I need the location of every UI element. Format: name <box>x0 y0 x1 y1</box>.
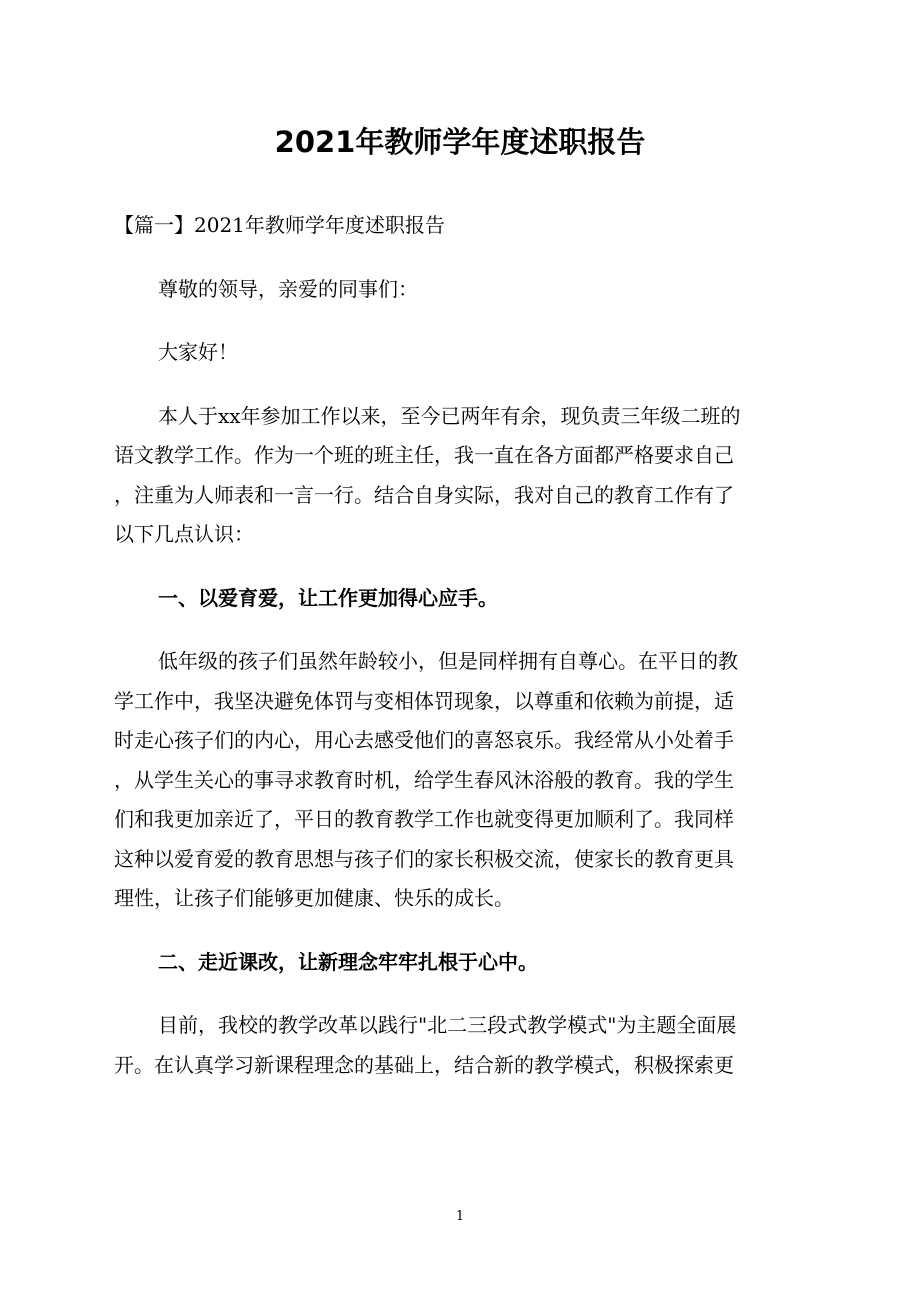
paragraph-2 <box>114 1006 786 1085</box>
paragraph-line: 低年级的孩子们虽然年龄较小，但是同样拥有自尊心。在平日的教 <box>158 649 738 673</box>
paragraph-line: ，注重为人师表和一言一行。结合自身实际，我对自己的教育工作有了 <box>114 482 734 507</box>
document-title: 2021年教师学年度述职报告 <box>274 125 646 159</box>
paragraph-line: 时走心孩子们的内心，用心去感受他们的喜怒哀乐。我经常从小处着手 <box>114 728 734 752</box>
intro-paragraph <box>114 397 786 555</box>
paragraph-line: 开。在认真学习新课程理念的基础上，结合新的教学模式，积极探索更 <box>114 1052 734 1077</box>
page-number: 1 <box>455 1209 465 1224</box>
paragraph-line: 以下几点认识： <box>114 522 254 546</box>
paragraph-line: 理性，让孩子们能够更加健康、快乐的成长。 <box>114 886 514 910</box>
paragraph-line: 本人于xx年参加工作以来，至今已两年有余，现负责三年级二班的 <box>158 403 741 428</box>
salutation: 尊敬的领导，亲爱的同事们： <box>158 276 418 301</box>
paragraph-line: 这种以爱育爱的教育思想与孩子们的家长积极交流，使家长的教育更具 <box>114 846 734 871</box>
paragraph-line: 语文教学工作。作为一个班的班主任，我一直在各方面都严格要求自己 <box>114 443 734 467</box>
document-body <box>114 206 786 1085</box>
greeting: 大家好！ <box>158 340 238 364</box>
section-label: 【篇一】2021年教师学年度述职报告 <box>114 213 445 237</box>
section-heading-2: 二、走近课改，让新理念牢牢扎根于心中。 <box>158 949 538 974</box>
paragraph-line: 们和我更加亲近了，平日的教育教学工作也就变得更加顺利了。我同样 <box>114 807 734 831</box>
paragraph-line: 目前，我校的教学改革以践行"北二三段式教学模式"为主题全面展 <box>158 1013 737 1037</box>
paragraph-line: 学工作中，我坚决避免体罚与变相体罚现象，以尊重和依赖为前提，适 <box>114 688 734 713</box>
section-heading-1: 一、以爱育爱，让工作更加得心应手。 <box>158 585 498 610</box>
paragraph-1 <box>114 642 786 919</box>
paragraph-line: ，从学生关心的事寻求教育时机，给学生春风沐浴般的教育。我的学生 <box>114 767 734 792</box>
